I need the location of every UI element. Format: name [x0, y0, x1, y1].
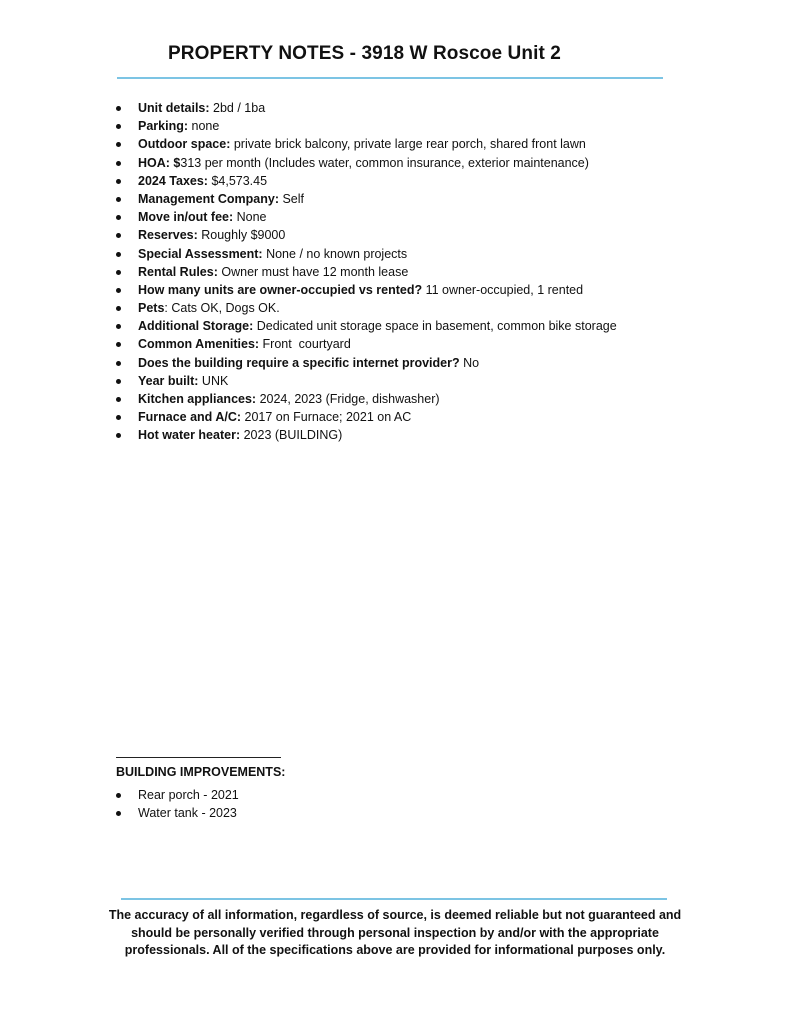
list-item — [111, 299, 617, 317]
note-value: None — [233, 210, 267, 225]
note-value: private brick balcony, private large rear porch, shared front lawn — [230, 137, 586, 152]
note-value: 2023 (BUILDING) — [240, 428, 343, 443]
note-label: Special Assessment: — [138, 246, 263, 261]
note-label: Pets — [138, 301, 165, 316]
list-item — [111, 208, 617, 226]
list-item — [111, 190, 617, 208]
note-label: Rental Rules: — [138, 264, 218, 279]
note-label: Kitchen appliances: — [138, 392, 257, 406]
note-label: 2024 Taxes: — [138, 173, 208, 188]
disclaimer-line: professionals. All of the specifications above are provided for informational purposes only. — [124, 943, 666, 957]
list-item — [111, 426, 617, 444]
note-value: Front courtyard — [259, 337, 351, 352]
note-label: How many units are owner-occupied vs rented? — [138, 282, 423, 297]
list-item — [111, 317, 617, 335]
list-item — [111, 226, 617, 244]
list-item — [111, 117, 617, 135]
page-title: PROPERTY NOTES - 3918 W Roscoe Unit 2 — [168, 43, 561, 64]
list-item — [111, 154, 617, 172]
list-item — [111, 99, 617, 117]
disclaimer-line: The accuracy of all information, regardless of source, is deemed reliable but not guaranteed and — [108, 908, 682, 922]
note-value: None / no known projects — [262, 246, 408, 261]
title-divider — [117, 77, 663, 79]
note-label: Furnace and A/C: — [138, 410, 242, 425]
improvements-heading: BUILDING IMPROVEMENTS: — [116, 765, 286, 779]
note-value: Dedicated unit storage space in basement, common bike storage — [253, 319, 617, 334]
list-item: Rear porch - 2021 — [111, 786, 239, 804]
note-value: 2017 on Furnace; 2021 on AC — [241, 410, 412, 425]
note-label: Reserves: — [138, 228, 198, 243]
note-value: UNK — [198, 373, 229, 388]
list-item — [111, 281, 617, 299]
note-label: Additional Storage: — [138, 319, 254, 334]
note-label: HOA: $ — [138, 155, 181, 170]
note-label: Parking: — [138, 119, 189, 134]
note-value: 11 owner-occupied, 1 rented — [422, 282, 584, 297]
list-item — [111, 245, 617, 263]
list-item — [111, 263, 617, 281]
disclaimer-line: should be personally verified through personal inspection by and/or with the appropriate — [131, 925, 659, 940]
footer-divider — [121, 898, 667, 900]
list-item — [111, 335, 617, 353]
note-label: Year built: — [138, 373, 199, 388]
list-item — [111, 408, 617, 426]
improvements-list — [111, 786, 239, 822]
note-label: Management Company: — [138, 191, 279, 206]
improvements-divider — [116, 757, 281, 758]
note-value: Roughly $9000 — [197, 228, 286, 243]
note-value: Owner must have 12 month lease — [217, 264, 409, 279]
note-label: Common Amenities: — [138, 337, 260, 352]
note-label: Does the building require a specific internet provider? — [138, 355, 460, 370]
disclaimer — [100, 907, 690, 960]
note-label: Outdoor space: — [138, 137, 231, 152]
note-value: none — [188, 119, 220, 134]
note-value: Self — [279, 191, 305, 206]
list-item — [111, 372, 617, 390]
list-item — [111, 390, 617, 408]
note-label: Hot water heater: — [138, 428, 241, 443]
list-item — [111, 135, 617, 153]
note-label: Unit details: — [138, 101, 210, 115]
note-value: 2024, 2023 (Fridge, dishwasher) — [256, 392, 440, 406]
note-value: 313 per month (Includes water, common insurance, exterior maintenance) — [180, 155, 589, 170]
note-label: Move in/out fee: — [138, 210, 234, 225]
list-item — [111, 354, 617, 372]
note-value: : Cats OK, Dogs OK. — [164, 301, 280, 316]
note-value: $4,573.45 — [207, 173, 268, 188]
list-item — [111, 172, 617, 190]
property-notes-list — [111, 99, 617, 445]
note-value: No — [459, 355, 480, 370]
list-item: Water tank - 2023 — [111, 804, 239, 822]
note-value: 2bd / 1ba — [209, 101, 266, 115]
